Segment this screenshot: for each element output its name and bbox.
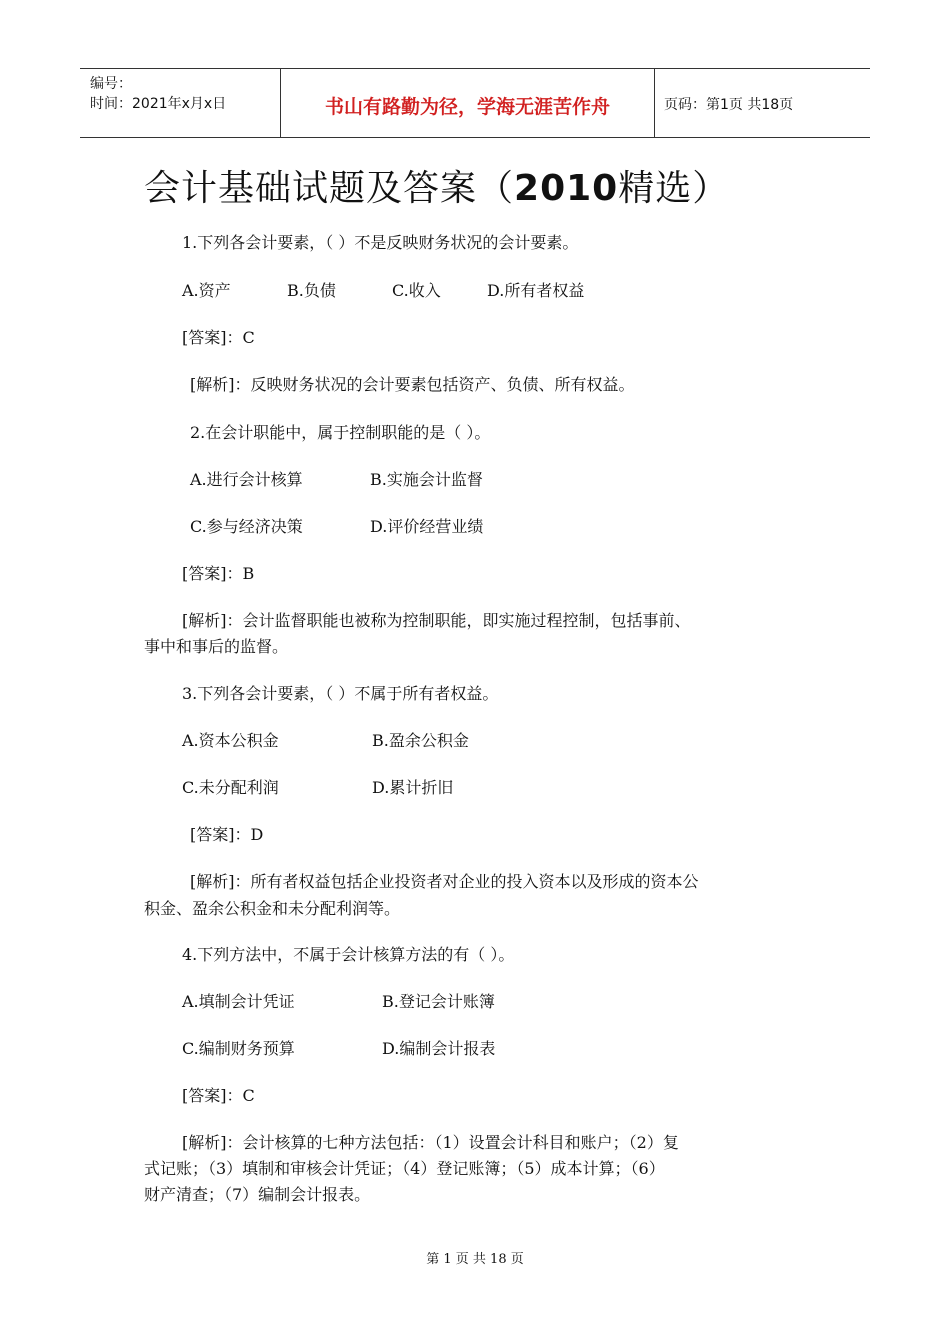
header-page-info: 页码：第1页 共18页	[664, 97, 794, 113]
question-2-analysis-line-1: [解析]：会计监督职能也被称为控制职能，即实施过程控制，包括事前、	[182, 611, 691, 630]
question-1-option-c: C.收入	[392, 281, 441, 300]
page-header	[80, 68, 870, 138]
document-title	[144, 160, 729, 211]
question-1-stem: 1.下列各会计要素，（ ）不是反映财务状况的会计要素。	[182, 233, 579, 252]
question-2-option-d: D.评价经营业绩	[370, 517, 484, 536]
question-2-option-a: A.进行会计核算	[190, 470, 303, 489]
question-1-option-d: D.所有者权益	[487, 281, 585, 300]
question-3-answer: [答案]：D	[190, 825, 264, 844]
title-suffix: 精选）	[618, 168, 730, 209]
question-4-option-b: B.登记会计账簿	[382, 992, 495, 1011]
header-page-cell	[654, 69, 870, 137]
question-1-option-b: B.负债	[287, 281, 336, 300]
question-3-option-b: B.盈余公积金	[372, 731, 469, 750]
header-meta	[80, 69, 280, 137]
question-4-option-d: D.编制会计报表	[382, 1039, 496, 1058]
question-3-analysis-line-1: [解析]：所有者权益包括企业投资者对企业的投入资本以及形成的资本公	[190, 872, 699, 891]
question-4-analysis-line-3: 财产清查；（7）编制会计报表。	[144, 1185, 371, 1204]
question-3-option-c: C.未分配利润	[182, 778, 279, 797]
question-2-analysis-line-2: 事中和事后的监督。	[144, 637, 289, 656]
document-date: 时间：2021年x月x日	[90, 96, 227, 112]
title-year: 2010	[514, 168, 619, 209]
question-3-stem: 3.下列各会计要素，（ ）不属于所有者权益。	[182, 684, 499, 703]
question-2-stem: 2.在会计职能中，属于控制职能的是（ ）。	[190, 423, 491, 442]
question-1-option-a: A.资产	[182, 281, 231, 300]
question-4-option-c: C.编制财务预算	[182, 1039, 295, 1058]
document-number-label: 编号：	[90, 76, 132, 92]
question-4-analysis-line-2: 式记账；（3）填制和审核会计凭证；（4）登记账簿；（5）成本计算；（6）	[144, 1159, 665, 1178]
question-1-answer: [答案]：C	[182, 328, 255, 347]
question-4-option-a: A.填制会计凭证	[182, 992, 295, 1011]
question-2-option-c: C.参与经济决策	[190, 517, 303, 536]
header-motto-cell	[280, 69, 655, 137]
question-4-answer: [答案]：C	[182, 1086, 255, 1105]
title-prefix: 会计基础试题及答案（	[144, 168, 515, 209]
question-2-answer: [答案]：B	[182, 564, 255, 583]
question-2-option-b: B.实施会计监督	[370, 470, 483, 489]
question-3-option-a: A.资本公积金	[182, 731, 279, 750]
question-3-analysis-line-2: 积金、盈余公积金和未分配利润等。	[144, 899, 401, 918]
header-motto: 书山有路勤为径，学海无涯苦作舟	[324, 96, 610, 118]
question-1-analysis: [解析]：反映财务状况的会计要素包括资产、负债、所有权益。	[190, 375, 635, 394]
question-3-option-d: D.累计折旧	[372, 778, 454, 797]
page-footer: 第 1 页 共 18 页	[426, 1252, 524, 1267]
question-4-stem: 4.下列方法中，不属于会计核算方法的有（ ）。	[182, 945, 515, 964]
question-4-analysis-line-1: [解析]：会计核算的七种方法包括：（1）设置会计科目和账户；（2）复	[182, 1133, 679, 1152]
